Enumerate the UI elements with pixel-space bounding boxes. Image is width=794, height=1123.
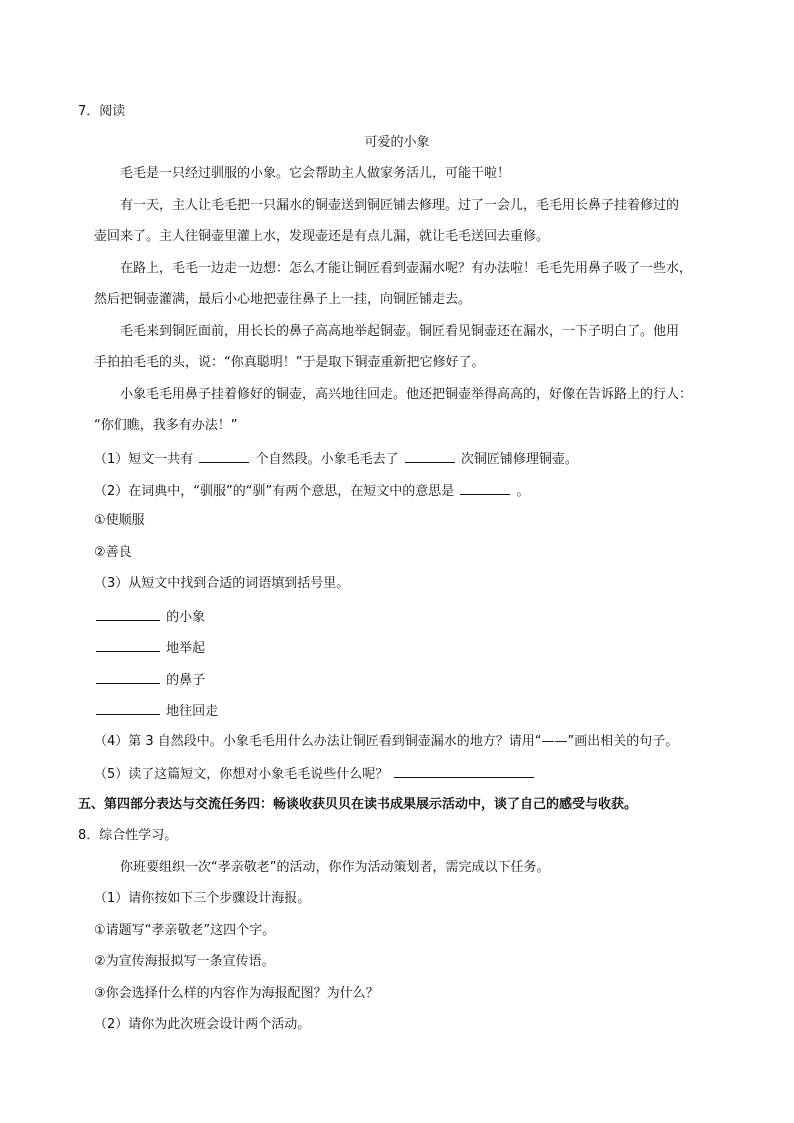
option-1: ①使顺服 <box>94 513 145 528</box>
fill-item-4 <box>94 701 218 721</box>
subquestion-5 <box>94 764 536 784</box>
fill-item-3 <box>94 670 205 690</box>
subquestion-5-text: （5）读了这篇短文，你想对小象毛毛说些什么呢？ <box>94 767 389 782</box>
fill-text-2: 地举起 <box>166 641 206 656</box>
question-8-sub-1: （1）请你按如下三个步骤设计海报。 <box>94 891 311 906</box>
subquestion-4: （4）第 3 自然段中。小象毛毛用什么办法让铜匠看到铜壶漏水的地方？请用“——”画出相关的句子。 <box>94 734 679 749</box>
step-1: ①请题写“孝亲敬老”这四个字。 <box>94 923 276 938</box>
paragraph-5-line-2: “你们瞧，我多有办法！” <box>94 418 238 433</box>
paragraph-5-line-1: 小象毛毛用鼻子挂着修好的铜壶，高兴地往回走。他还把铜壶举得高高的，好像在告诉路上的行人： <box>120 387 693 402</box>
passage-title: 可爱的小象 <box>364 135 430 150</box>
fill-blank-4[interactable] <box>96 701 160 715</box>
question-8-sub-2: （2）请你为此次班会设计两个活动。 <box>94 1017 311 1032</box>
subquestion-2 <box>94 481 530 501</box>
subquestion-1-text-a: （1）短文一共有 <box>94 452 194 467</box>
subquestion-2-text-a: （2）在词典中，“驯服”的“驯”有两个意思，在短文中的意思是 <box>94 484 455 499</box>
subquestion-3: （3）从短文中找到合适的词语填到括号里。 <box>94 576 350 591</box>
subquestion-2-text-b: 。 <box>516 484 530 499</box>
paragraph-2-line-2: 壶回来了。主人往铜壶里灌上水，发现壶还是有点儿漏，就让毛毛送回去重修。 <box>94 229 550 244</box>
fill-blank-3[interactable] <box>96 670 160 684</box>
paragraph-1-line-1: 毛毛是一只经过驯服的小象。它会帮助主人做家务活儿，可能干啦！ <box>120 166 511 181</box>
fill-text-4: 地往回走 <box>166 704 219 719</box>
paragraph-3-line-2: 然后把铜壶灌满，最后小心地把壶往鼻子上一挂，向铜匠铺走去。 <box>94 292 472 307</box>
question-8-heading: 8．综合性学习。 <box>78 828 178 843</box>
paragraph-2-line-1: 有一天，主人让毛毛把一只漏水的铜壶送到铜匠铺去修理。过了一会儿，毛毛用长鼻子挂着修过的 <box>120 198 680 213</box>
subquestion-1-text-b: 个自然段。小象毛毛去了 <box>255 452 399 467</box>
paragraph-4-line-2: 手拍拍毛毛的头，说：“你真聪明！”于是取下铜壶重新把它修好了。 <box>94 355 485 370</box>
paragraph-3-line-1: 在路上，毛毛一边走一边想：怎么才能让铜匠看到壶漏水呢？有办法啦！毛毛先用鼻子吸了一些水， <box>120 261 693 276</box>
fill-text-3: 的鼻子 <box>166 673 206 688</box>
question-8-intro: 你班要组织一次“孝亲敬老”的活动，你作为活动策划者，需完成以下任务。 <box>120 860 550 875</box>
question-7-heading: 7．阅读 <box>78 104 126 119</box>
fill-blank-1[interactable] <box>96 607 160 621</box>
option-2: ②善良 <box>94 545 132 560</box>
section-5-heading: 五、第四部分表达与交流任务四：畅谈收获贝贝在读书成果展示活动中，谈了自己的感受与收获。 <box>78 797 638 812</box>
meaning-blank[interactable] <box>460 481 510 495</box>
paragraph-4-line-1: 毛毛来到铜匠面前，用长长的鼻子高高地举起铜壶。铜匠看见铜壶还在漏水，一下子明白了。他用 <box>120 324 680 339</box>
step-3: ③你会选择什么样的内容作为海报配图？为什么？ <box>94 986 379 1001</box>
fill-text-1: 的小象 <box>166 610 206 625</box>
fill-item-2 <box>94 638 205 658</box>
answer-blank[interactable] <box>394 764 534 778</box>
fill-item-1 <box>94 607 205 627</box>
step-2: ②为宣传海报拟写一条宣传语。 <box>94 954 275 969</box>
paragraph-count-blank[interactable] <box>199 449 249 463</box>
subquestion-1-text-c: 次铜匠铺修理铜壶。 <box>460 452 578 467</box>
fill-blank-2[interactable] <box>96 638 160 652</box>
subquestion-1 <box>94 449 578 469</box>
trip-count-blank[interactable] <box>405 449 455 463</box>
